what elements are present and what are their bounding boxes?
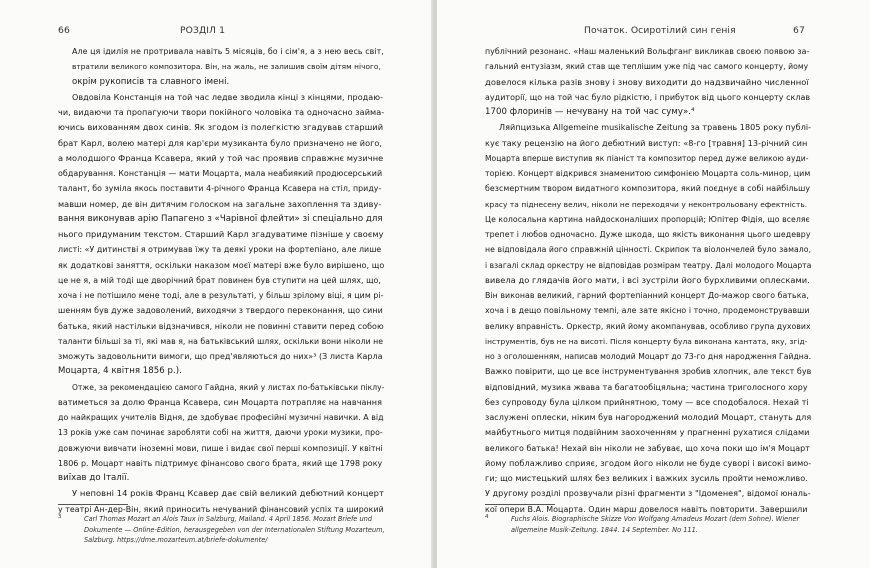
text-line: батька, який настільки відзначився, ніколи не повинні ставити перед собою bbox=[58, 321, 384, 331]
text-line: як додаткові заняття, оскільки наказом моєї матері вже було вирішено, що bbox=[58, 260, 384, 270]
text-line: 13 років уже сам починає заробляти собі на життя, даючи уроки музики, про- bbox=[58, 428, 383, 438]
left-body-text bbox=[58, 44, 384, 517]
footnote-line: Fuchs Alois. Biographische Skizze Von Wolfgang Amadeus Mozart (dem Sohne). Wiener bbox=[511, 515, 800, 523]
text-line: без супроводу була цілком прийнятною, тому — все сподобалося. Нехай ті bbox=[485, 397, 809, 407]
left-footnote-number: 3 bbox=[58, 514, 62, 520]
text-line: великого батька! Нехай він ніколи не забуває, що хоча поки що ім'я Моцарт bbox=[485, 443, 810, 453]
text-line: зможуть задовольнити вимоги, що пред'являються до них»³ (З листа Карла bbox=[58, 352, 383, 361]
text-line: це не я, а мій тоді ще дворічний брат повинен був ступити на цей шлях, що, bbox=[58, 275, 381, 285]
left-page bbox=[0, 0, 433, 568]
text-line: до найкращих учителів Відня, де здобуває професійні музичні навички. А від bbox=[58, 413, 384, 422]
text-line: листі: «У дитинстві я отримував їжу та деякі уроки на фортепіано, але лише bbox=[58, 245, 382, 255]
right-page-number: 67 bbox=[793, 25, 805, 36]
text-line: шенням був дуже задоволений, виходячи з твердого переконання, що сини bbox=[58, 306, 383, 316]
text-line: публічний резонанс. «Наш маленький Вольфганг викликав своєю появою за- bbox=[485, 47, 810, 56]
footnote-line: Carl Thomas Mozart an Alois Taux in Salzburg, Mailand. 4 April 1856. Mozart Briefe und bbox=[84, 515, 373, 523]
text-line: красу та піднесену велич, ніколи не переходячи у неконтрольовану ефектність. bbox=[485, 199, 808, 209]
left-footnote bbox=[58, 514, 385, 546]
text-line: йому поблажливо сприяє, згодом його ніколи не буде суворі і високі вимо- bbox=[485, 457, 811, 468]
text-line: гальний ентузіазм, який став ще теплішим уже під час самого концерту, йому bbox=[485, 62, 809, 72]
left-footnote-rule bbox=[58, 504, 128, 505]
footnote-line: allgemeine Musik-Zeitung. 1844. 14 September. No 111. bbox=[511, 525, 698, 534]
text-line: трепет і любов одночасно. Дуже шкода, що якість виконання цього шедевру bbox=[485, 230, 811, 239]
text-line: хоча і не потішило мене тоді, але в результаті, у більш зрілому віці, я цим рі- bbox=[58, 291, 384, 300]
text-line: відповідний, музика жвава та багатообіцяльна; частина триголосного хору bbox=[485, 382, 808, 392]
footnote-line: Salzburg. https://dme.mozarteum.at/briefe-dokumente/ bbox=[84, 536, 268, 544]
text-line: окрім рукописів та славного імені. bbox=[72, 76, 230, 87]
right-footnote-number: 4 bbox=[485, 514, 489, 520]
left-running-head: РОЗДІЛ 1 bbox=[180, 25, 226, 36]
text-line: аудиторії, що на той час було рідкістю, і прибуток від цього концерту склав bbox=[485, 92, 811, 102]
footnote-line: Dokumente — Online-Edition, herausgegeben von der Internationalen Stiftung Mozarteum, bbox=[84, 525, 385, 534]
right-footnote bbox=[485, 514, 805, 535]
text-line: довжуючи вивчати іноземні мови, пише і видає свої перші композиції. У квітні bbox=[58, 443, 383, 453]
text-line: Ляйпцизька Allgemeine musikalische Zeitung за травень 1805 року публі- bbox=[499, 123, 811, 133]
text-line: брат Карл, волею матері для кар'єри музиканта було призначено не його, bbox=[58, 137, 383, 148]
text-line: Моцарта вперше виступив як піаніст та композитор перед дуже великою ауди- bbox=[485, 153, 809, 163]
text-line: виїхав до Італії. bbox=[58, 473, 130, 483]
text-line: ги; що мистецький шлях без великих і важких зусиль пройти неможливо. bbox=[485, 473, 808, 483]
text-line: заслужені оплески, ніким був нагороджений молодий Моцарт, стануть для bbox=[485, 413, 811, 422]
text-line: кує таку рецензію на його дебютний виступ: «8-го [травня] 13-річний син bbox=[485, 137, 808, 148]
text-line: а молодшого Франца Ксавера, який у той час проявив справжнє музичне bbox=[58, 152, 384, 163]
text-line: втратили великого композитора. Він, на жаль, не залишив своїм дітям нічого, bbox=[72, 62, 381, 72]
text-line: чи, видаючи та пропагуючи твори покійного чоловіка та одночасно займа- bbox=[58, 107, 384, 117]
right-body-text bbox=[485, 44, 811, 517]
text-line: нього придуманим текстом. Старший Карл згадуватиме пізніше у своєму bbox=[58, 229, 384, 239]
text-line: у театрі Ан-дер-Він, який приносить нечуваний фінансовий успіх та широкий bbox=[58, 504, 384, 514]
text-line: вивела до глядачів його мати, і всі зустріли його бурхливими оплесками. bbox=[485, 274, 810, 285]
left-page-number: 66 bbox=[58, 25, 70, 36]
text-line: не відповідала його справжній цінності. Скрипок та віолончелей було замало, bbox=[485, 245, 811, 255]
text-line: інструментів, був не на висоті. Після концерту була виконана кантата, яку, згід- bbox=[485, 336, 808, 346]
text-line: Важко повірити, що це все інструментування зробив хлопчик, але текст був bbox=[485, 367, 811, 377]
text-line: і взагалі склад оркестру не відповідав розмірам театру. Далі молодого Моцарта bbox=[485, 260, 811, 270]
text-line: вання виконував арію Папагено з «Чарівної флейти» зі спеціально для bbox=[58, 213, 383, 224]
text-line: 1806 р. Моцарт навіть підтримує фінансово свого брата, який ще 1798 року bbox=[58, 458, 383, 468]
text-line: У неповні 14 років Франц Ксавер дає свій великий дебютний концерт bbox=[72, 488, 384, 499]
text-line: торією. Концерт відкрився знаменитою симфонією Моцарта соль-минор, цим bbox=[485, 169, 811, 178]
text-line: Моцарта, 4 квітня 1856 р.). bbox=[58, 366, 182, 377]
text-line: Він виконав великий, гарний фортепіанний концерт До-мажор свого батька, bbox=[485, 291, 809, 300]
text-line: Овдовіла Констанція на той час ледве зводила кінці з кінцями, продаю- bbox=[72, 92, 384, 102]
text-line: майбутнього митця подвійним заохоченням у прагненні рухатися слідами bbox=[485, 427, 810, 438]
text-line: безсмертним твором видатного композитора, який поєднує в собі найбільшу bbox=[485, 184, 811, 194]
text-line: таланти більші за ті, які мав я, на батьківський шлях, оскільки вони ніколи не bbox=[58, 336, 384, 346]
text-line: мавши номер, де він дитячим голоском на загальне захоплення та здиву- bbox=[58, 198, 382, 209]
text-line: но з оголошенням, написав молодий Моцарт до 73-го дня народження Гайдна. bbox=[485, 352, 811, 361]
text-line: велику вправність. Оркестр, який йому акомпанував, особливо група духових bbox=[485, 321, 811, 331]
text-line: ватиметься за долю Франца Ксавера, син Моцарта потрапляє на навчання bbox=[58, 397, 382, 407]
text-line: кої опери В.А. Моцарта. Один марш довелося навіть повторити. Завершили bbox=[485, 504, 808, 514]
right-footnote-rule bbox=[485, 504, 555, 505]
text-line: 1700 флоринів — нечувану на той час суму».⁴ bbox=[485, 107, 695, 117]
text-line: Отже, за рекомендацією самого Гайдна, який у листах по-батьківськи піклу- bbox=[72, 382, 384, 392]
text-line: Це колосальна картина найдосконаліших пропорцій; Юпітер Фідія, що вселяє bbox=[485, 214, 810, 224]
right-running-head: Початок. Осиротілий син генія bbox=[584, 25, 736, 36]
right-page bbox=[437, 0, 870, 568]
text-line: У другому розділі прозвучали різні фрагменти з "Ідоменея", відомої юналь- bbox=[485, 489, 811, 499]
text-line: хоча і в дещо повільному темпі, але зате якісно і точно, продемонструвавши bbox=[485, 306, 810, 316]
text-line: талант, бо зуміла якось поставити 4-річного Франца Ксавера на стіл, приду- bbox=[58, 184, 382, 194]
text-line: обдарування. Констанція — мати Моцарта, мала неабиякий продюсерський bbox=[58, 169, 383, 178]
text-line: ючись вихованням двох синів. Як згодом із полегкістю згадував старший bbox=[58, 122, 384, 133]
text-line: Але ця ідилія не протривала навіть 5 місяців, бо і сім'я, а з нею весь світ, bbox=[72, 47, 384, 56]
text-line: довелося кілька разів знову і знову виходити до надзвичайно численної bbox=[485, 76, 809, 87]
